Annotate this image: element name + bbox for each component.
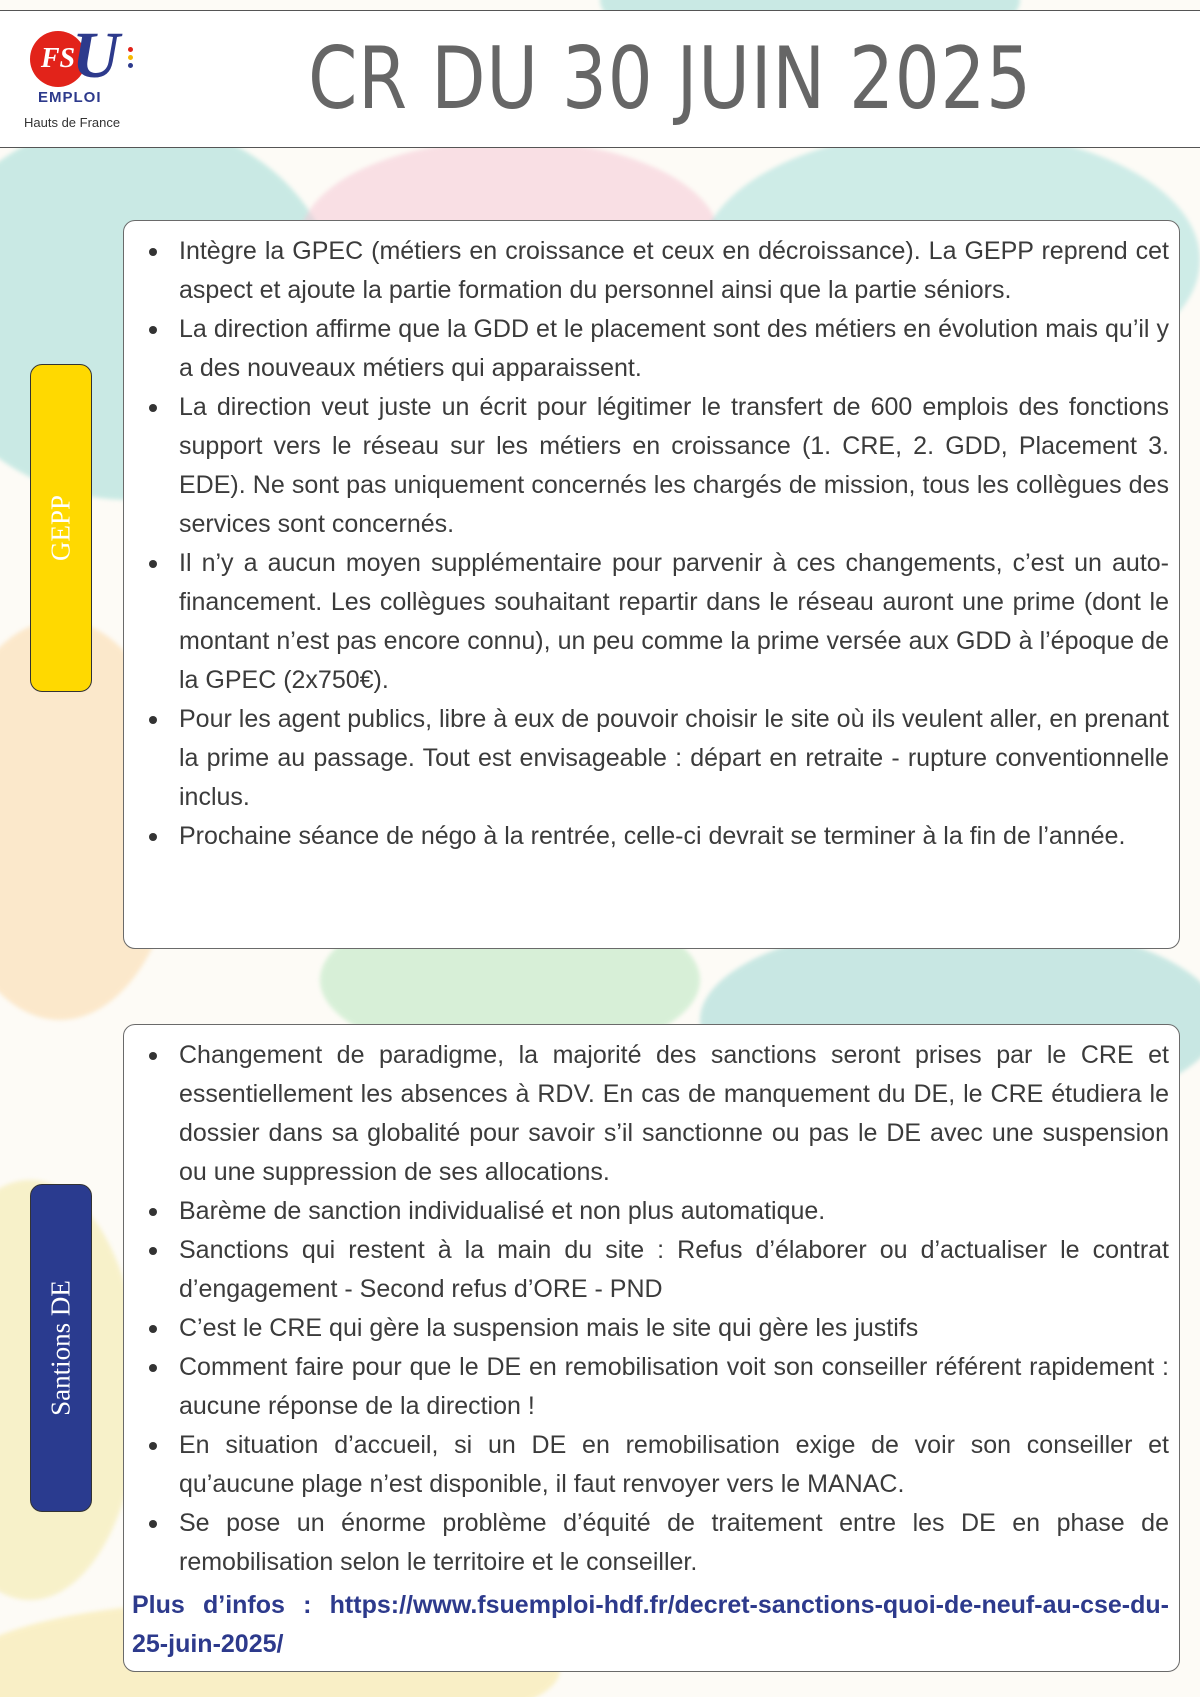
fsu-emploi-logo [24, 19, 154, 137]
list-item: Changement de paradigme, la majorité des sanctions seront prises par le CRE et essentiellement les absences à RDV. En cas de manquement du DE, le CRE étudiera le dossier dans sa globalité pour savoir s’il sanctionne ou pas le DE avec une suspension ou une suppression de ses allocations. [179, 1036, 1169, 1192]
header [0, 10, 1200, 148]
list-item: Comment faire pour que le DE en remobilisation voit son conseiller référent rapidement : aucune réponse de la direction ! [179, 1348, 1169, 1426]
section-tab-label: Santions DE [45, 1280, 76, 1416]
gepp-panel [123, 220, 1180, 949]
logo-fs-mark: FS [30, 31, 86, 87]
logo-region-text: Hauts de France [24, 115, 121, 130]
section-tab-label: GEPP [45, 494, 76, 562]
section-tab-sanctions [30, 1184, 92, 1512]
list-item: Pour les agent publics, libre à eux de pouvoir choisir le site où ils veulent aller, en prenant la prime au passage. Tout est envisageable : départ en retraite - rupture conventionnelle inclus. [179, 700, 1169, 817]
more-info-link-text[interactable]: Plus d’infos : https://www.fsuemploi-hdf.fr/decret-sanctions-quoi-de-neuf-au-cse-du-25-juin-2025/ [132, 1591, 1169, 1658]
list-item: En situation d’accueil, si un DE en remobilisation exige de voir son conseiller et qu’aucune plage n’est disponible, il faut renvoyer vers le MANAC. [179, 1426, 1169, 1504]
list-item: La direction affirme que la GDD et le placement sont des métiers en évolution mais qu’il y a des nouveaux métiers qui apparaissent. [179, 310, 1169, 388]
list-item: Barème de sanction individualisé et non plus automatique. [179, 1192, 1169, 1231]
list-item: Se pose un énorme problème d’équité de traitement entre les DE en phase de remobilisation selon le territoire et le conseiller. [179, 1504, 1169, 1582]
logo-dots-icon [128, 47, 136, 71]
list-item: Prochaine séance de négo à la rentrée, celle-ci devrait se terminer à la fin de l’année. [179, 817, 1169, 856]
list-item: Sanctions qui restent à la main du site : Refus d’élaborer ou d’actualiser le contrat d’engagement - Second refus d’ORE - PND [179, 1231, 1169, 1309]
list-item: C’est le CRE qui gère la suspension mais le site qui gère les justifs [179, 1309, 1169, 1348]
list-item: La direction veut juste un écrit pour légitimer le transfert de 600 emplois des fonctions support vers le réseau sur les métiers en croissance (1. CRE, 2. GDD, Placement 3. EDE). Ne sont pas uniquement concernés les chargés de mission, tous les collègues des services sont concernés. [179, 388, 1169, 544]
list-item: Il n’y a aucun moyen supplémentaire pour parvenir à ces changements, c’est un auto-financement. Les collègues souhaitant repartir dans le réseau auront une prime (dont le montant n’est pas encore connu), un peu comme la prime versée aux GDD à l’époque de la GPEC (2x750€). [179, 544, 1169, 700]
logo-emploi-text: EMPLOI [38, 89, 102, 106]
sanctions-panel [123, 1024, 1180, 1672]
page-title: CR DU 30 JUIN 2025 [308, 29, 1032, 129]
sanctions-bullet-list [124, 1025, 1179, 1582]
list-item: Intègre la GPEC (métiers en croissance et ceux en décroissance). La GEPP reprend cet aspect et ajoute la partie formation du personnel ainsi que la partie séniors. [179, 232, 1169, 310]
section-tab-gepp [30, 364, 92, 692]
logo-u-mark: U [72, 19, 120, 92]
more-info-link[interactable] [132, 1586, 1169, 1664]
gepp-bullet-list [124, 221, 1179, 856]
